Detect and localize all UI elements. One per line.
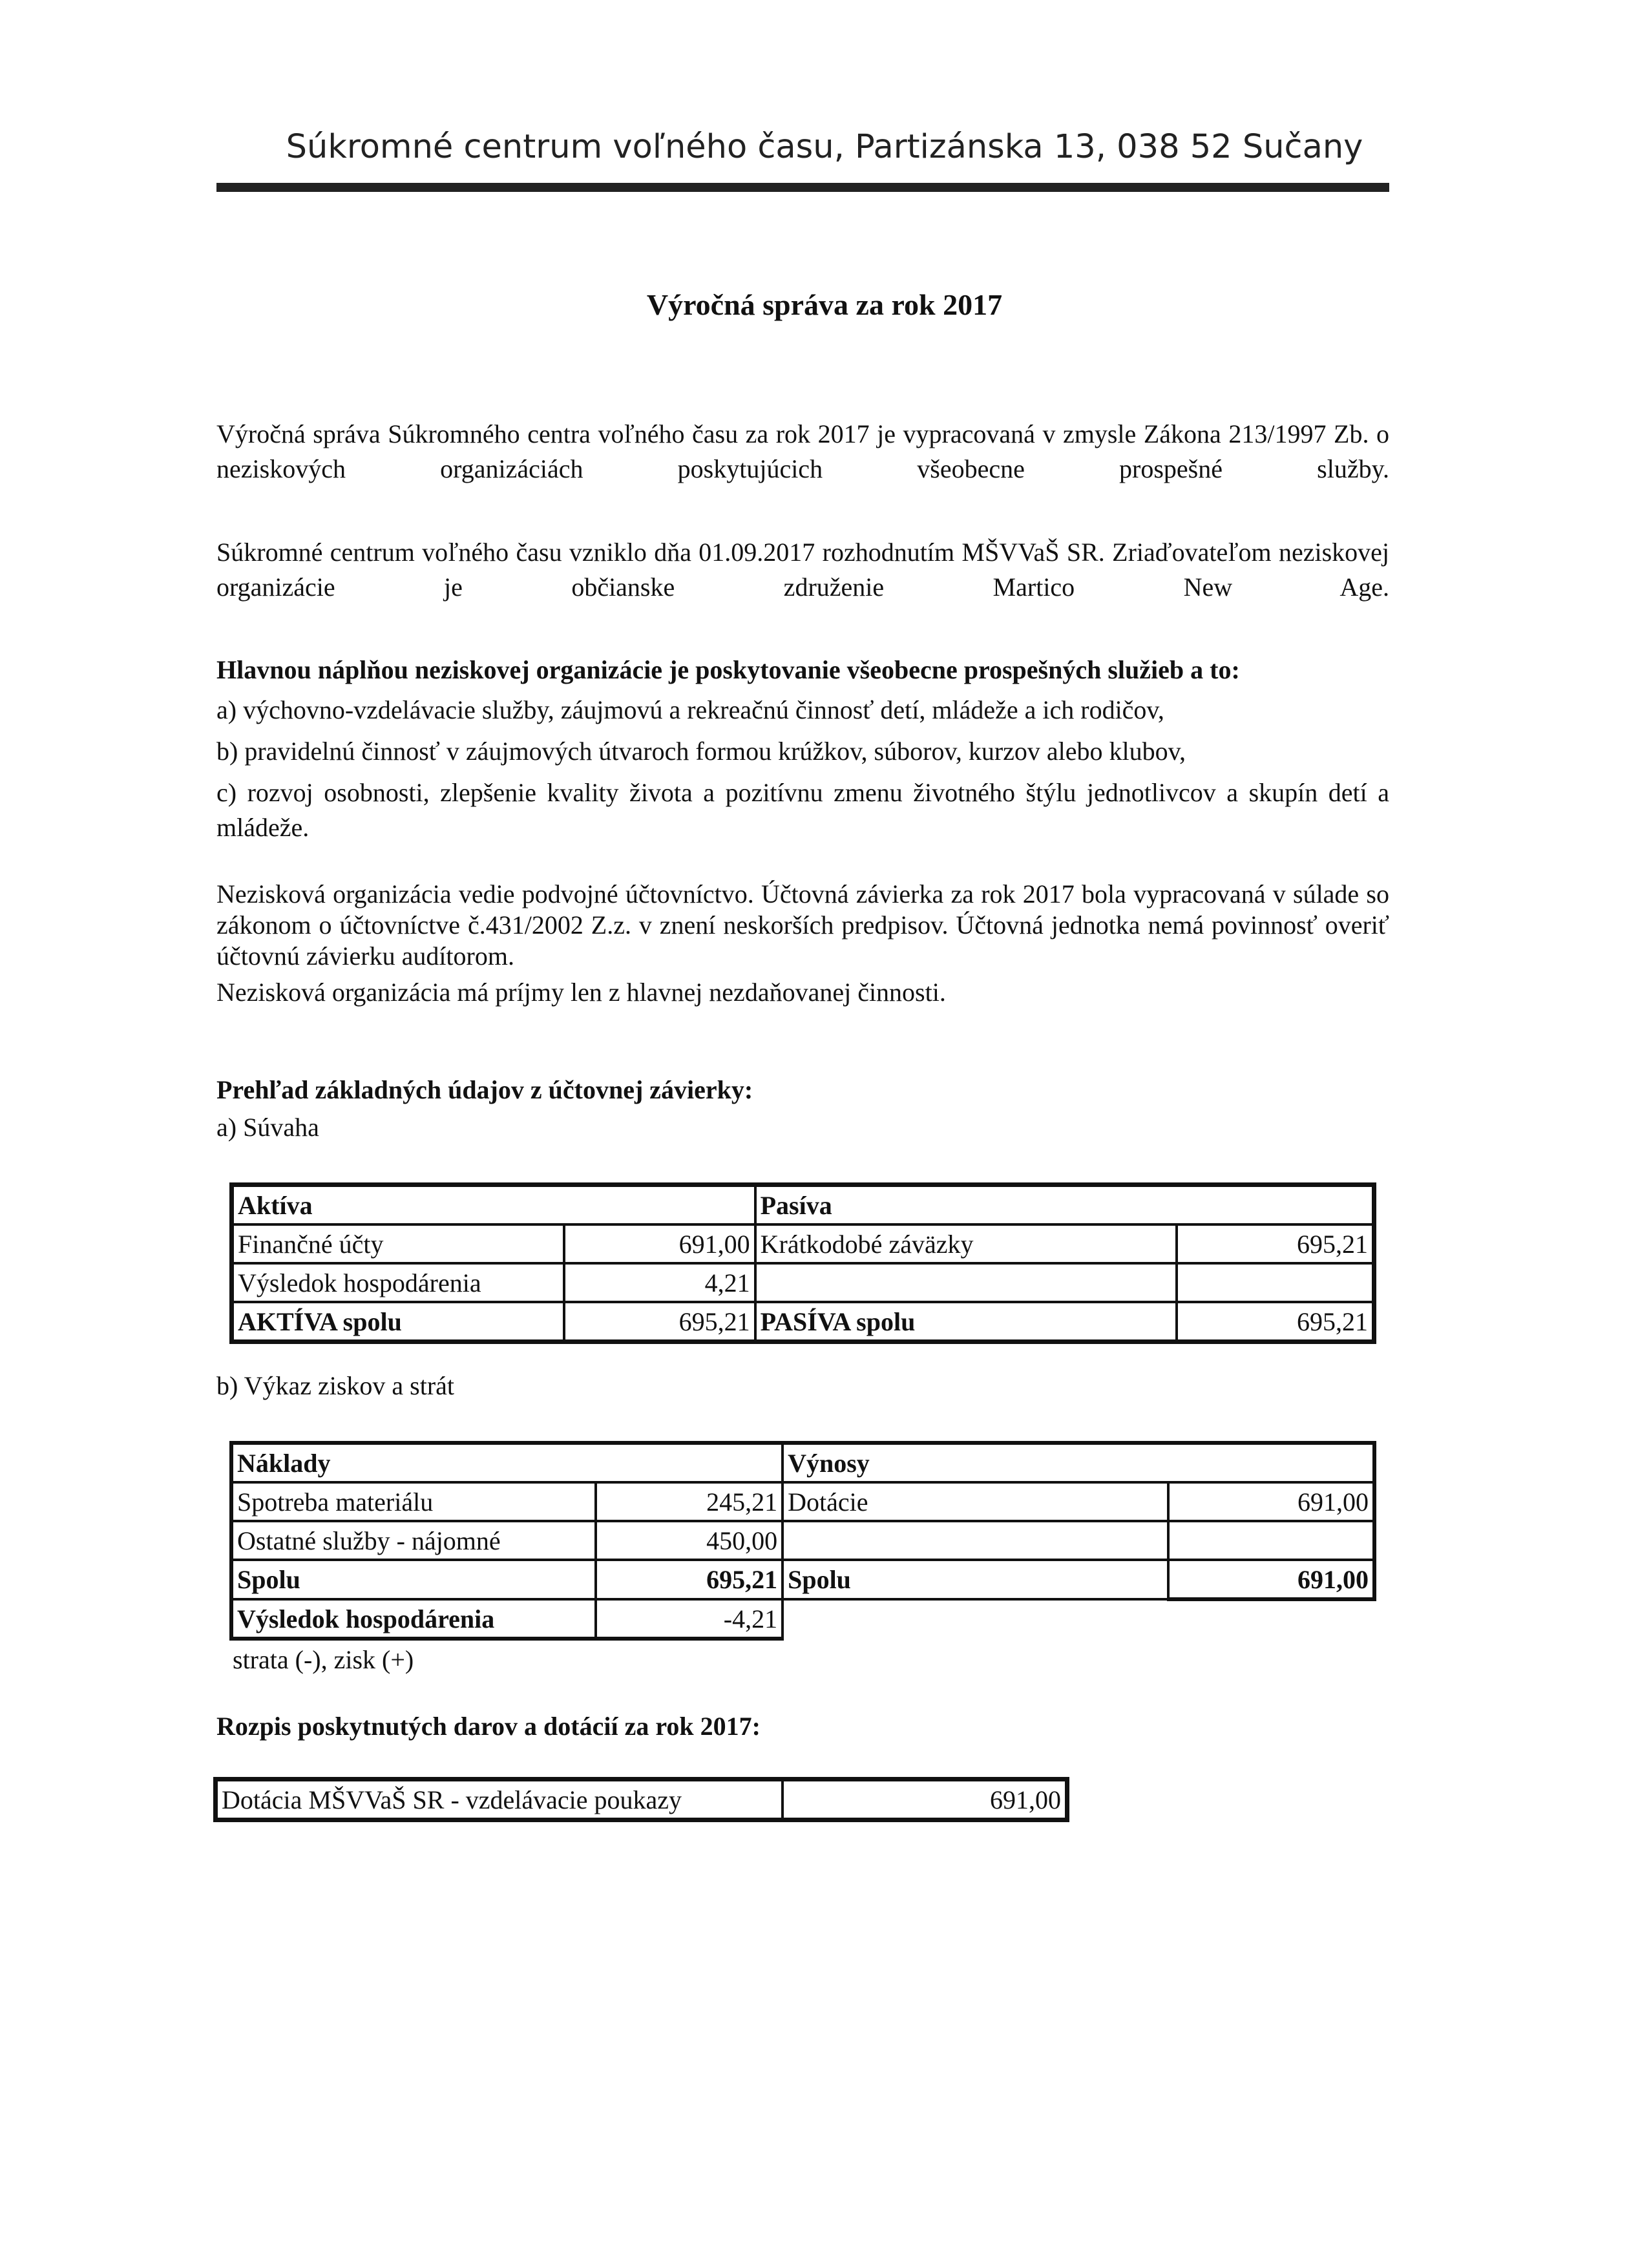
table-row bbox=[232, 1263, 1374, 1302]
liabilities-total-label: PASÍVA spolu bbox=[755, 1302, 1177, 1342]
cost-value: 245,21 bbox=[596, 1482, 782, 1521]
table-row bbox=[232, 1185, 1374, 1225]
mission-item-a: a) výchovno-vzdelávacie služby, záujmovú a rekreačnú činnosť detí, mládeže a ich rodičov, bbox=[216, 695, 1164, 724]
mission-section bbox=[216, 653, 1389, 845]
result-value: -4,21 bbox=[596, 1599, 782, 1639]
cost-label: Spotreba materiálu bbox=[231, 1482, 596, 1521]
page-title: Výročná správa za rok 2017 bbox=[646, 288, 1003, 321]
intro-paragraph: Výročná správa Súkromného centra voľného času za rok 2017 je vypracovaná v zmysle Zákona 213/1997 Zb. o neziskových organizáciách poskytujúcich všeobecne prospešné služby. bbox=[216, 419, 1389, 483]
revenue-value bbox=[1168, 1521, 1374, 1560]
donation-item: Dotácia MŠVVaŠ SR - vzdelávacie poukazy bbox=[216, 1780, 783, 1820]
accounting-text: Nezisková organizácia vedie podvojné účtovníctvo. Účtovná závierka za rok 2017 bola vypracovaná v súlade so zákonom o účtovníctve č.431/2002 Z.z. v znení neskorších predpisov. Účtovná jednotka nemá povinnosť overiť účtovnú závierku audítorom. bbox=[216, 879, 1389, 971]
donations-table bbox=[213, 1777, 1069, 1822]
assets-header: Aktíva bbox=[232, 1185, 755, 1225]
mission-heading: Hlavnou náplňou neziskovej organizácie je poskytovanie všeobecne prospešných služieb a to: bbox=[216, 655, 1240, 684]
mission-item-b: b) pravidelnú činnosť v záujmových útvaroch formou krúžkov, súborov, kurzov alebo klubov, bbox=[216, 737, 1186, 766]
pl-section bbox=[229, 1441, 1376, 1633]
revenue-label: Dotácie bbox=[782, 1482, 1168, 1521]
table-row bbox=[231, 1482, 1374, 1521]
asset-label: Finančné účty bbox=[232, 1224, 565, 1263]
table-row bbox=[232, 1224, 1374, 1263]
table-row bbox=[216, 1780, 1067, 1820]
liabilities-header: Pasíva bbox=[755, 1185, 1374, 1225]
liabilities-total-value: 695,21 bbox=[1177, 1302, 1374, 1342]
asset-value: 4,21 bbox=[564, 1263, 755, 1302]
balance-label: a) Súvaha bbox=[216, 1113, 319, 1142]
donations-heading: Rozpis poskytnutých darov a dotácií za rok 2017: bbox=[216, 1712, 761, 1741]
costs-total-value: 695,21 bbox=[596, 1560, 782, 1599]
donation-value: 691,00 bbox=[782, 1780, 1067, 1820]
revenues-header: Výnosy bbox=[782, 1443, 1374, 1482]
profit-loss-table bbox=[229, 1441, 1376, 1641]
mission-item-c: c) rozvoj osobnosti, zlepšenie kvality života a pozitívnu zmenu životného štýlu jednotlivcov a skupín detí a mládeže. bbox=[216, 778, 1389, 842]
asset-value: 691,00 bbox=[564, 1224, 755, 1263]
table-row bbox=[231, 1560, 1374, 1599]
letterhead-rule bbox=[216, 183, 1389, 192]
costs-total-label: Spolu bbox=[231, 1560, 596, 1599]
revenue-value: 691,00 bbox=[1168, 1482, 1374, 1521]
assets-total-value: 695,21 bbox=[564, 1302, 755, 1342]
liability-value bbox=[1177, 1263, 1374, 1302]
liability-label bbox=[755, 1263, 1177, 1302]
asset-label: Výsledok hospodárenia bbox=[232, 1263, 565, 1302]
balance-sheet-table bbox=[229, 1182, 1376, 1344]
result-label: Výsledok hospodárenia bbox=[231, 1599, 596, 1639]
letterhead: Súkromné centrum voľného času, Partizánska 13, 038 52 Sučany bbox=[286, 128, 1363, 166]
liability-label: Krátkodobé záväzky bbox=[755, 1224, 1177, 1263]
revenue-label bbox=[782, 1521, 1168, 1560]
pl-label: b) Výkaz ziskov a strát bbox=[216, 1371, 455, 1400]
pl-note: strata (-), zisk (+) bbox=[233, 1645, 414, 1674]
costs-header: Náklady bbox=[231, 1443, 782, 1482]
accounting-section bbox=[216, 879, 1389, 1008]
table-row bbox=[232, 1302, 1374, 1342]
liability-value: 695,21 bbox=[1177, 1224, 1374, 1263]
table-row bbox=[231, 1521, 1374, 1560]
table-row bbox=[231, 1443, 1374, 1482]
assets-total-label: AKTÍVA spolu bbox=[232, 1302, 565, 1342]
table-row bbox=[231, 1599, 1374, 1639]
income-text: Nezisková organizácia má príjmy len z hlavnej nezdaňovanej činnosti. bbox=[216, 978, 946, 1007]
founded-paragraph: Súkromné centrum voľného času vzniklo dňa 01.09.2017 rozhodnutím MŠVVaŠ SR. Zriaďovateľom neziskovej organizácie je občianske združenie Martico New Age. bbox=[216, 538, 1389, 602]
cost-value: 450,00 bbox=[596, 1521, 782, 1560]
revenues-total-value: 691,00 bbox=[1168, 1560, 1374, 1599]
cost-label: Ostatné služby - nájomné bbox=[231, 1521, 596, 1560]
revenues-total-label: Spolu bbox=[782, 1560, 1168, 1599]
overview-heading: Prehľad základných údajov z účtovnej závierky: bbox=[216, 1075, 753, 1104]
